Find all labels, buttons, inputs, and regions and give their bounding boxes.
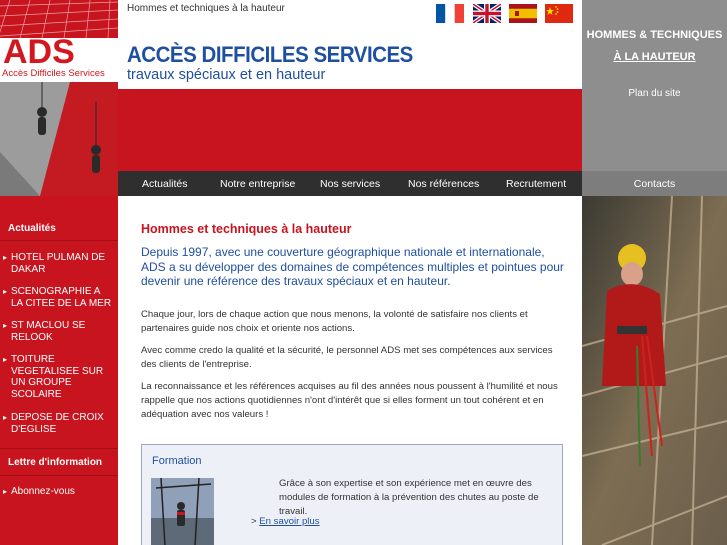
site-subtitle: travaux spéciaux et en hauteur xyxy=(127,67,326,83)
nav-contacts[interactable]: Contacts xyxy=(582,171,727,196)
chevron-right-icon: > xyxy=(251,516,257,527)
flag-en-icon[interactable] xyxy=(473,4,501,23)
nav-notre-entreprise[interactable]: Notre entreprise xyxy=(220,178,296,190)
formation-more xyxy=(251,516,320,527)
flag-fr-icon[interactable] xyxy=(436,4,464,23)
en-savoir-plus-link[interactable]: En savoir plus xyxy=(259,516,320,527)
nav-nos-services[interactable]: Nos services xyxy=(320,178,381,190)
sidebar-news-item[interactable]: ▸ ST MACLOU SE RELOOK xyxy=(0,320,118,343)
right-title-line1: HOMMES & TECHNIQUES xyxy=(586,29,723,41)
right-title-line2: À LA HAUTEUR xyxy=(613,51,696,63)
formation-photo xyxy=(151,478,214,545)
climber-photo xyxy=(0,82,118,196)
sidebar-divider xyxy=(0,448,118,449)
plan-du-site-link[interactable]: Plan du site xyxy=(628,88,681,99)
sidebar-news-item[interactable]: ▸ HOTEL PULMAN DE DAKAR xyxy=(0,252,118,275)
main-nav xyxy=(118,171,582,196)
formation-title: Formation xyxy=(152,455,202,467)
paragraph-1: Chaque jour, lors de chaque action que nous menons, la volonté de satisfaire nos clients et partenaires guide nos choix et oriente nos actions. xyxy=(141,309,528,334)
paragraph-3: La reconnaissance et les références acquises au fil des années nous poussent à l'humilité et nous rappelle que nos actions quotidiennes n'ont d'intérêt que si elles forment un tout cohérent et en adéquation avec nos valeurs ! xyxy=(141,381,558,420)
logo-text: ADS xyxy=(3,33,75,71)
formation-box xyxy=(141,444,563,545)
sidebar-divider xyxy=(0,240,118,241)
logo[interactable] xyxy=(0,0,118,196)
header-tagline: Hommes et techniques à la hauteur xyxy=(127,3,285,14)
nav-nos-references[interactable]: Nos références xyxy=(408,178,480,190)
logo-subtitle: Accès Difficiles Services xyxy=(2,68,105,79)
site-title: ACCÈS DIFFICILES SERVICES xyxy=(127,42,413,67)
sidebar-news-item[interactable]: ▸ SCENOGRAPHIE A LA CITEE DE LA MER xyxy=(0,286,118,309)
sidebar-newsletter-heading: Lettre d'information xyxy=(8,457,103,468)
sidebar xyxy=(0,196,118,545)
formation-text: Grâce à son expertise et son expérience met en œuvre des modules de formation à la prévention des chutes au poste de travail. xyxy=(279,478,539,517)
nav-actualites[interactable]: Actualités xyxy=(142,178,188,190)
sidebar-subscribe-link[interactable]: ▸ Abonnez-vous xyxy=(0,486,118,498)
sidebar-news-heading: Actualités xyxy=(8,223,56,234)
right-header-panel xyxy=(582,0,727,196)
flag-cn-icon[interactable] xyxy=(545,4,573,23)
sidebar-divider xyxy=(0,475,118,476)
header-red-band xyxy=(118,89,582,171)
sidebar-news-item[interactable]: ▸ DEPOSE DE CROIX D'EGLISE xyxy=(0,412,118,435)
page-title: Hommes et techniques à la hauteur xyxy=(141,222,352,236)
intro-text: Depuis 1997, avec une couverture géographique nationale et internationale, ADS a su développer des domaines de compétences multiples et pointues pour devenir une référence des travaux spéciaux et en hauteur. xyxy=(141,245,564,288)
paragraph-2: Avec comme credo la qualité et la sécurité, le personnel ADS met ses compétences aux services des clients de l'entreprise. xyxy=(141,345,553,370)
flag-es-icon[interactable] xyxy=(509,4,537,23)
sidebar-news-item[interactable]: ▸ TOITURE VEGETALISEE SUR UN GROUPE SCOLAIRE xyxy=(0,354,118,400)
nav-recrutement[interactable]: Recrutement xyxy=(506,178,567,190)
rope-worker-photo xyxy=(582,196,727,545)
